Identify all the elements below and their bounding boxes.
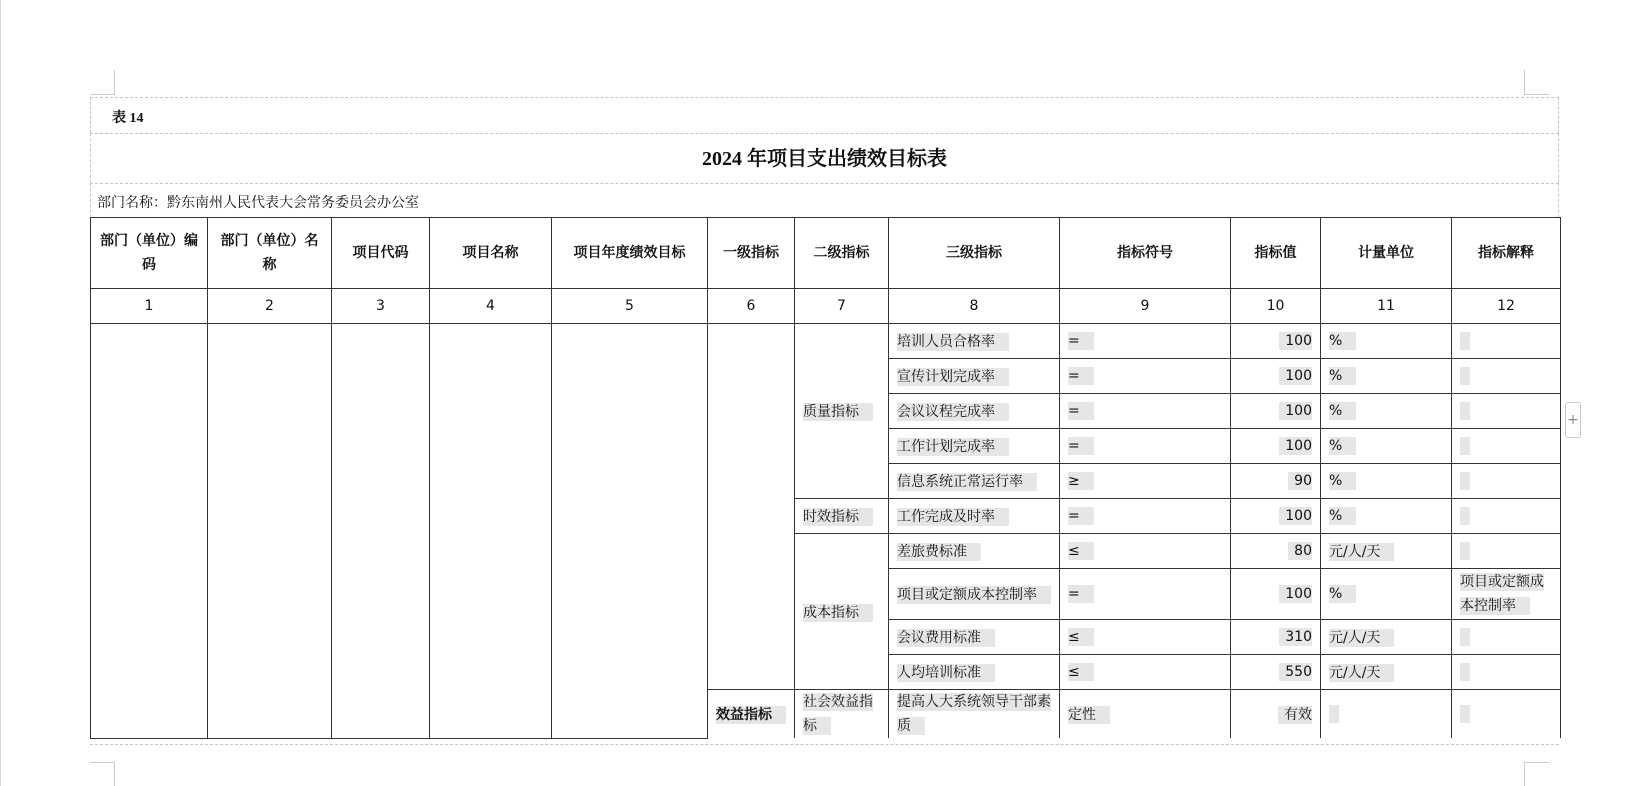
symbol-cell[interactable] — [1060, 655, 1231, 690]
column-number: 8 — [889, 289, 1060, 324]
unit-cell[interactable] — [1321, 499, 1452, 534]
column-header: 指标符号 — [1060, 218, 1231, 289]
column-header: 部门（单位）编码 — [91, 218, 208, 289]
annual-goal-cell[interactable] — [552, 324, 708, 739]
unit-cell[interactable] — [1321, 324, 1452, 359]
level3-cell[interactable] — [889, 359, 1060, 394]
column-number: 9 — [1060, 289, 1231, 324]
symbol-cell[interactable] — [1060, 690, 1231, 739]
value-label: 90 — [1288, 472, 1312, 490]
explain-cell[interactable] — [1452, 569, 1561, 620]
level3-label: 会议费用标准 — [897, 629, 995, 647]
symbol-cell[interactable] — [1060, 429, 1231, 464]
level2-label: 时效指标 — [803, 508, 873, 526]
explain-cell[interactable] — [1452, 655, 1561, 690]
unit-cell[interactable] — [1321, 359, 1452, 394]
column-number: 4 — [430, 289, 552, 324]
value-cell[interactable] — [1231, 464, 1321, 499]
level2-cell[interactable] — [795, 690, 889, 739]
table-bottom-edge — [90, 744, 1559, 745]
level3-label: 工作完成及时率 — [897, 508, 1009, 526]
dept-name-cell[interactable] — [208, 324, 332, 739]
empty-field-marker — [1460, 437, 1470, 455]
column-number: 11 — [1321, 289, 1452, 324]
unit-label: 元/人/天 — [1329, 664, 1394, 682]
project-name-cell[interactable] — [430, 324, 552, 739]
empty-field-marker — [1460, 628, 1470, 646]
empty-field-marker — [1460, 663, 1470, 681]
explain-cell[interactable] — [1452, 534, 1561, 569]
empty-field-marker — [1460, 402, 1470, 420]
unit-label: % — [1329, 402, 1356, 420]
symbol-cell[interactable] — [1060, 620, 1231, 655]
level2-cell[interactable] — [795, 324, 889, 499]
department-row — [90, 183, 1559, 218]
symbol-cell[interactable] — [1060, 569, 1231, 620]
unit-label: % — [1329, 507, 1356, 525]
level3-label: 信息系统正常运行率 — [897, 473, 1037, 491]
column-header: 三级指标 — [889, 218, 1060, 289]
header-row — [91, 218, 1561, 289]
level3-cell[interactable] — [889, 655, 1060, 690]
unit-label: % — [1329, 332, 1356, 350]
value-cell[interactable] — [1231, 394, 1321, 429]
unit-label: % — [1329, 472, 1356, 490]
column-number: 12 — [1452, 289, 1561, 324]
symbol-label: ≤ — [1068, 663, 1094, 681]
symbol-label: 定性 — [1068, 706, 1110, 724]
column-header: 二级指标 — [795, 218, 889, 289]
unit-cell[interactable] — [1321, 464, 1452, 499]
symbol-cell[interactable] — [1060, 464, 1231, 499]
level3-cell[interactable] — [889, 690, 1060, 739]
empty-field-marker — [1460, 332, 1470, 350]
column-number: 10 — [1231, 289, 1321, 324]
unit-cell[interactable] — [1321, 655, 1452, 690]
column-number: 2 — [208, 289, 332, 324]
value-cell[interactable] — [1231, 534, 1321, 569]
empty-field-marker — [1460, 367, 1470, 385]
unit-cell[interactable] — [1321, 690, 1452, 739]
level1-cell[interactable] — [708, 690, 795, 739]
value-label: 80 — [1288, 542, 1312, 560]
level3-cell[interactable] — [889, 429, 1060, 464]
symbol-cell[interactable] — [1060, 324, 1231, 359]
unit-label: 元/人/天 — [1329, 629, 1394, 647]
performance-table — [90, 217, 1561, 739]
value-cell[interactable] — [1231, 499, 1321, 534]
column-number: 1 — [91, 289, 208, 324]
department-name: 部门名称：黔东南州人民代表大会常务委员会办公室 — [97, 195, 419, 211]
empty-field-marker — [1460, 542, 1470, 560]
symbol-label: ≤ — [1068, 542, 1094, 560]
column-number: 6 — [708, 289, 795, 324]
level3-cell[interactable] — [889, 620, 1060, 655]
column-header: 项目年度绩效目标 — [552, 218, 708, 289]
value-label: 100 — [1279, 437, 1312, 455]
column-header: 项目名称 — [430, 218, 552, 289]
symbol-label: = — [1068, 437, 1094, 455]
page-title: 2024 年项目支出绩效目标表 — [702, 148, 947, 170]
value-label: 100 — [1279, 585, 1312, 603]
level2-label: 社会效益指标 — [803, 694, 873, 734]
level1-output-cell[interactable] — [708, 324, 795, 690]
column-header: 计量单位 — [1321, 218, 1452, 289]
explain-cell[interactable] — [1452, 429, 1561, 464]
column-header: 指标解释 — [1452, 218, 1561, 289]
level3-label: 工作计划完成率 — [897, 438, 1009, 456]
value-cell[interactable] — [1231, 429, 1321, 464]
symbol-label: = — [1068, 402, 1094, 420]
column-number-row — [91, 289, 1561, 324]
table-label-row — [90, 97, 1559, 133]
level3-cell[interactable] — [889, 464, 1060, 499]
level3-cell[interactable] — [889, 499, 1060, 534]
level3-label: 项目或定额成本控制率 — [897, 586, 1051, 604]
symbol-label: = — [1068, 332, 1094, 350]
page-corner-mark — [90, 762, 115, 786]
unit-cell[interactable] — [1321, 394, 1452, 429]
explain-cell[interactable] — [1452, 499, 1561, 534]
value-cell[interactable] — [1231, 620, 1321, 655]
level3-label: 会议议程完成率 — [897, 403, 1009, 421]
symbol-cell[interactable] — [1060, 394, 1231, 429]
level3-label: 差旅费标准 — [897, 543, 981, 561]
level3-cell[interactable] — [889, 569, 1060, 620]
unit-label: 元/人/天 — [1329, 543, 1394, 561]
unit-cell[interactable] — [1321, 429, 1452, 464]
column-header: 部门（单位）名称 — [208, 218, 332, 289]
explain-label: 项目或定额成本控制率 — [1460, 574, 1544, 614]
add-column-button[interactable]: + — [1565, 402, 1581, 438]
explain-cell[interactable] — [1452, 324, 1561, 359]
level2-label: 质量指标 — [803, 403, 873, 421]
unit-label: % — [1329, 367, 1356, 385]
explain-cell[interactable] — [1452, 394, 1561, 429]
empty-field-marker — [1460, 705, 1470, 723]
unit-cell[interactable] — [1321, 620, 1452, 655]
empty-field-marker — [1460, 472, 1470, 490]
empty-field-marker — [1460, 507, 1470, 525]
value-cell[interactable] — [1231, 655, 1321, 690]
column-number: 5 — [552, 289, 708, 324]
symbol-label: = — [1068, 507, 1094, 525]
value-label: 100 — [1279, 367, 1312, 385]
symbol-cell[interactable] — [1060, 534, 1231, 569]
value-cell[interactable] — [1231, 569, 1321, 620]
value-cell[interactable] — [1231, 324, 1321, 359]
column-number: 7 — [795, 289, 889, 324]
column-header: 指标值 — [1231, 218, 1321, 289]
unit-cell[interactable] — [1321, 534, 1452, 569]
value-label: 550 — [1279, 663, 1312, 681]
page-corner-mark — [1524, 70, 1549, 95]
level2-cell[interactable] — [795, 499, 889, 534]
value-label: 100 — [1279, 332, 1312, 350]
value-label: 有效 — [1278, 706, 1312, 724]
value-label: 310 — [1279, 628, 1312, 646]
explain-cell[interactable] — [1452, 359, 1561, 394]
level3-label: 人均培训标准 — [897, 664, 995, 682]
table-label: 表 14 — [112, 111, 144, 126]
unit-label: % — [1329, 437, 1356, 455]
page-left-edge — [0, 0, 1, 786]
level3-label: 宣传计划完成率 — [897, 368, 1009, 386]
explain-cell[interactable] — [1452, 690, 1561, 739]
level3-cell[interactable] — [889, 324, 1060, 359]
value-label: 100 — [1279, 507, 1312, 525]
title-row — [90, 133, 1559, 183]
dept-code-cell[interactable] — [91, 324, 208, 739]
level3-label: 提高人大系统领导干部素质 — [897, 694, 1051, 734]
page-corner-mark — [1524, 762, 1549, 786]
empty-field-marker — [1329, 705, 1339, 723]
unit-cell[interactable] — [1321, 569, 1452, 620]
symbol-label: ≤ — [1068, 628, 1094, 646]
explain-cell[interactable] — [1452, 464, 1561, 499]
column-header: 一级指标 — [708, 218, 795, 289]
symbol-label: ≥ — [1068, 472, 1094, 490]
unit-label: % — [1329, 585, 1356, 603]
column-header: 项目代码 — [332, 218, 430, 289]
page-corner-mark — [90, 70, 115, 95]
value-cell[interactable] — [1231, 690, 1321, 739]
explain-cell[interactable] — [1452, 620, 1561, 655]
level1-label: 效益指标 — [716, 706, 786, 724]
column-number: 3 — [332, 289, 430, 324]
symbol-cell[interactable] — [1060, 359, 1231, 394]
symbol-label: = — [1068, 585, 1094, 603]
level2-label: 成本指标 — [803, 604, 873, 622]
value-label: 100 — [1279, 402, 1312, 420]
level3-cell[interactable] — [889, 534, 1060, 569]
table-row — [91, 324, 1561, 359]
symbol-label: = — [1068, 367, 1094, 385]
level3-label: 培训人员合格率 — [897, 333, 1009, 351]
symbol-cell[interactable] — [1060, 499, 1231, 534]
value-cell[interactable] — [1231, 359, 1321, 394]
project-code-cell[interactable] — [332, 324, 430, 739]
level3-cell[interactable] — [889, 394, 1060, 429]
level2-cell[interactable] — [795, 534, 889, 690]
